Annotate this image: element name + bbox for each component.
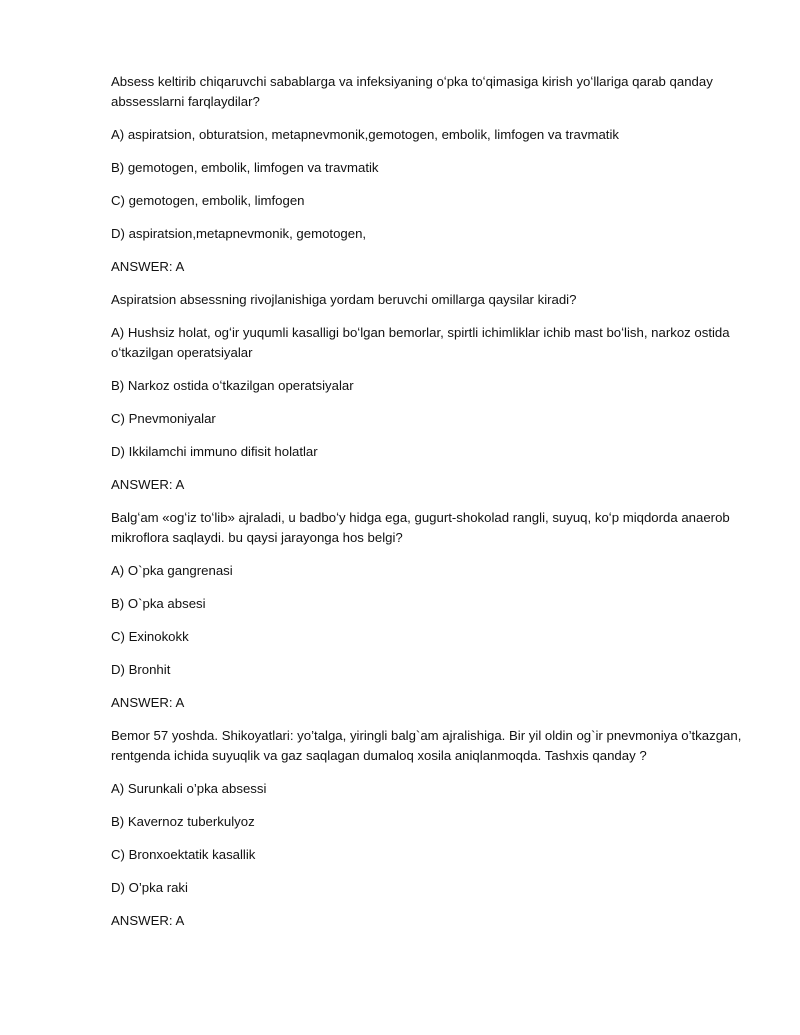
option-a: A) aspiratsion, obturatsion, metapnevmonik,gemotogen, embolik, limfogen va travmatik [111, 127, 619, 142]
document-page [111, 72, 751, 944]
option-c: C) Pnevmoniyalar [111, 411, 216, 426]
option-d: D) O’pka raki [111, 880, 188, 895]
question-4 [111, 726, 751, 931]
answer-line: ANSWER: A [111, 477, 185, 492]
option-b: B) Narkoz ostida oʻtkazilgan operatsiyalar [111, 378, 354, 393]
question-text: Absess keltirib chiqaruvchi sabablarga va infeksiyaning oʻpka toʻqimasiga kirish yoʻllariga qarab qanday abssesslarni farqlaydilar? [111, 74, 713, 109]
option-a: A) O`pka gangrenasi [111, 563, 233, 578]
option-c: C) gemotogen, embolik, limfogen [111, 193, 305, 208]
option-d: D) Ikkilamchi immuno difisit holatlar [111, 444, 318, 459]
option-c: C) Exinokokk [111, 629, 189, 644]
option-c: C) Bronxoektatik kasallik [111, 847, 256, 862]
question-text: Aspiratsion absessning rivojlanishiga yordam beruvchi omillarga qaysilar kiradi? [111, 292, 577, 307]
question-text: Balgʻam «ogʻiz toʻlib» ajraladi, u badboʻy hidga ega, gugurt-shokolad rangli, suyuq, koʻp miqdorda anaerob mikroflora saqlaydi. bu qaysi jarayonga hos belgi? [111, 510, 730, 545]
option-d: D) Bronhit [111, 662, 171, 677]
question-1 [111, 72, 751, 277]
question-3 [111, 508, 751, 713]
question-2 [111, 290, 751, 495]
option-b: B) gemotogen, embolik, limfogen va travmatik [111, 160, 379, 175]
answer-line: ANSWER: A [111, 695, 185, 710]
option-a: A) Surunkali o’pka absessi [111, 781, 267, 796]
option-d: D) aspiratsion,metapnevmonik, gemotogen, [111, 226, 367, 241]
option-a: A) Hushsiz holat, ogʻir yuqumli kasalligi boʻlgan bemorlar, spirtli ichimliklar ichib mast boʻlish, narkoz ostida oʻtkazilgan operatsiyalar [111, 325, 730, 360]
option-b: B) O`pka absesi [111, 596, 206, 611]
question-text: Bemor 57 yoshda. Shikoyatlari: yo’talga, yiringli balg`am ajralishiga. Bir yil oldin og`ir pnevmoniya o’tkazgan, rentgenda ichida suyuqlik va gaz saqlagan dumaloq xosila aniqlanmoqda. Tashxis qanday ? [111, 728, 742, 763]
answer-line: ANSWER: A [111, 259, 185, 274]
answer-line: ANSWER: A [111, 913, 185, 928]
option-b: B) Kavernoz tuberkulyoz [111, 814, 255, 829]
